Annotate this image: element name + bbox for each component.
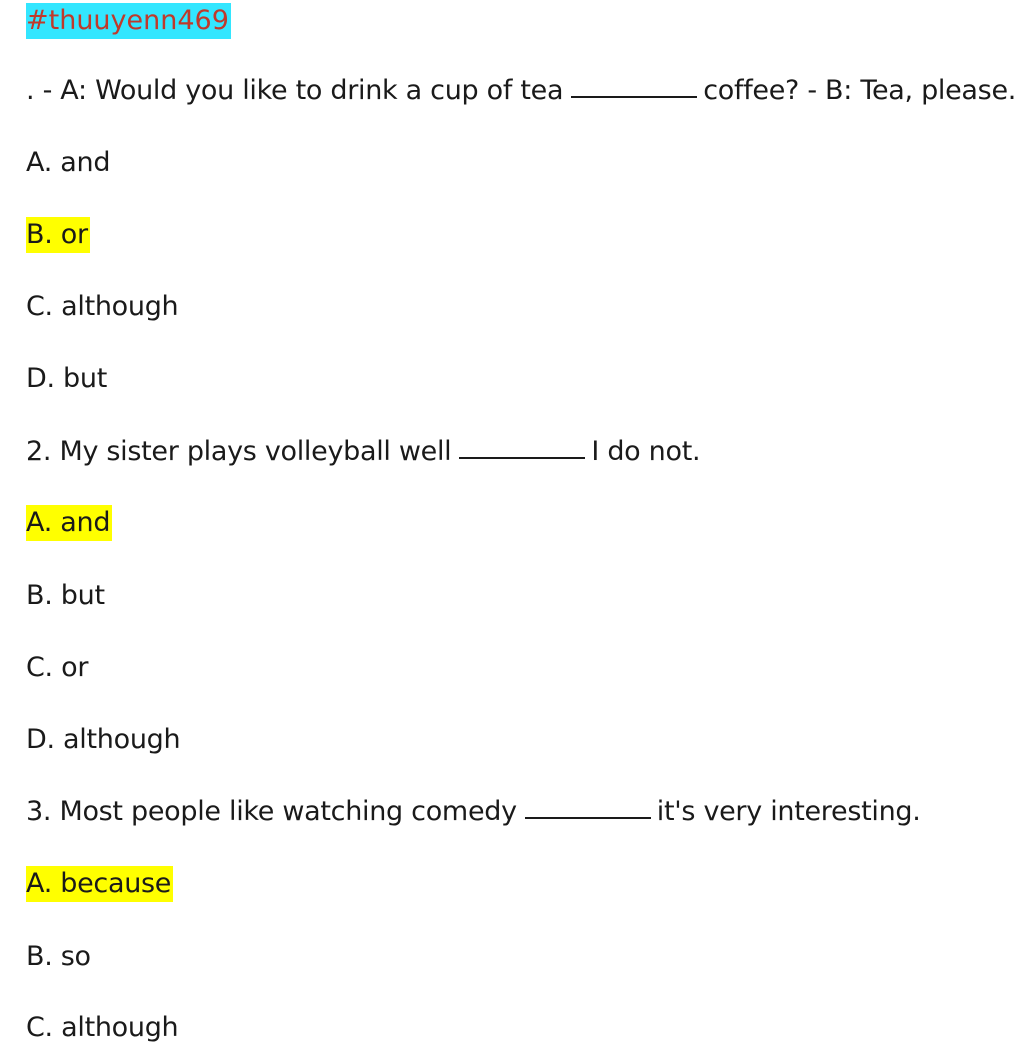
- option-label: A. and: [26, 505, 112, 541]
- question-3-prompt-before: 3. Most people like watching comedy: [26, 796, 517, 827]
- question-1-option-d: [26, 361, 109, 397]
- option-label: B. so: [26, 941, 91, 972]
- question-1-option-a: [26, 145, 112, 181]
- question-3-option-a: [26, 866, 173, 902]
- option-label: D. but: [26, 363, 107, 394]
- question-2-option-a: [26, 505, 112, 541]
- option-label: D. although: [26, 724, 181, 755]
- question-3: [26, 794, 921, 830]
- question-1-prompt-before: . - A: Would you like to drink a cup of tea: [26, 75, 564, 106]
- question-2-option-c: [26, 650, 90, 686]
- question-3-option-c: [26, 1010, 180, 1046]
- question-1-prompt-after: coffee? - B: Tea, please.: [703, 75, 1017, 106]
- option-label: A. because: [26, 866, 173, 902]
- question-1-option-c: [26, 289, 180, 325]
- question-2-option-d: [26, 722, 182, 758]
- option-label: C. or: [26, 652, 89, 683]
- question-1-blank: [571, 96, 697, 98]
- question-2-blank: [459, 457, 585, 459]
- option-label: A. and: [26, 147, 111, 178]
- question-3-blank: [525, 817, 651, 819]
- question-1-option-b: [26, 217, 90, 253]
- question-3-option-b: [26, 939, 93, 975]
- question-3-prompt-after: it's very interesting.: [656, 796, 921, 827]
- question-2: [26, 434, 700, 470]
- question-2-option-b: [26, 578, 107, 614]
- question-2-prompt-before: 2. My sister plays volleyball well: [26, 436, 452, 467]
- option-label: B. but: [26, 580, 105, 611]
- option-label: C. although: [26, 291, 179, 322]
- option-label: C. although: [26, 1012, 179, 1043]
- question-1: [26, 73, 1016, 109]
- option-label: B. or: [26, 217, 90, 253]
- hashtag-label: #thuuyenn469: [26, 3, 231, 39]
- question-2-prompt-after: I do not.: [591, 436, 701, 467]
